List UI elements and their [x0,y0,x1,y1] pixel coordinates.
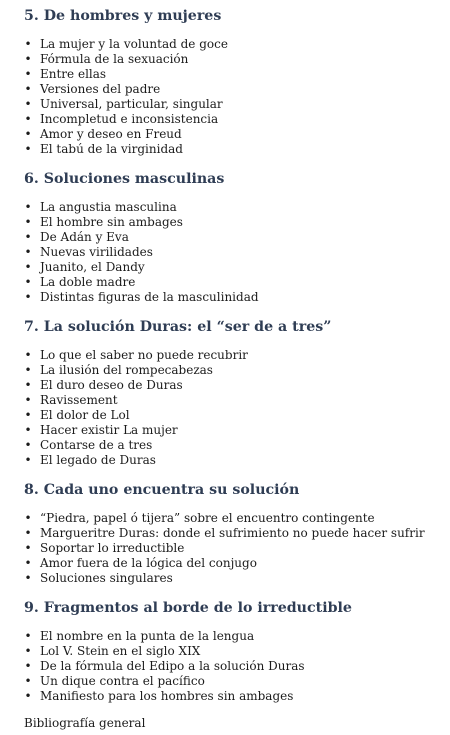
bullet-icon: • [24,511,32,525]
list-item-label: Fórmula de la sexuación [40,52,189,66]
list-item[interactable] [24,408,442,423]
section-title[interactable]: 8. Cada uno encuentra su solución [24,482,300,498]
section-item-list [24,37,442,157]
list-item[interactable] [24,511,442,526]
list-item[interactable] [24,275,442,290]
bullet-icon: • [24,97,32,111]
bullet-icon: • [24,393,32,407]
bullet-icon: • [24,674,32,688]
bullet-icon: • [24,245,32,259]
list-item-label: Incompletud e inconsistencia [40,112,219,126]
list-item[interactable] [24,230,442,245]
bibliography-entry[interactable]: Bibliografía general [24,716,146,730]
bullet-icon: • [24,348,32,362]
list-item[interactable] [24,67,442,82]
list-item-label: Un dique contra el pacífico [40,674,205,688]
list-item-label: De Adán y Eva [40,230,129,244]
list-item[interactable] [24,556,442,571]
list-item[interactable] [24,82,442,97]
bullet-icon: • [24,438,32,452]
bullet-icon: • [24,526,32,540]
list-item-label: La ilusión del rompecabezas [40,363,213,377]
list-item[interactable] [24,689,442,704]
list-item-label: “Piedra, papel ó tijera” sobre el encuentro contingente [40,511,375,525]
bullet-icon: • [24,571,32,585]
toc-section [24,171,442,305]
toc-section [24,319,442,468]
list-item-label: El hombre sin ambages [40,215,183,229]
bullet-icon: • [24,659,32,673]
list-item-label: Margueritre Duras: donde el sufrimiento no puede hacer sufrir [40,526,425,540]
list-item-label: La angustia masculina [40,200,177,214]
list-item[interactable] [24,571,442,586]
bullet-icon: • [24,67,32,81]
bullet-icon: • [24,200,32,214]
list-item[interactable] [24,378,442,393]
toc-section [24,482,442,586]
list-item-label: Nuevas virilidades [40,245,153,259]
section-title[interactable]: 6. Soluciones masculinas [24,171,225,187]
bullet-icon: • [24,275,32,289]
list-item-label: Hacer existir La mujer [40,423,178,437]
list-item-label: Soportar lo irreductible [40,541,185,555]
bullet-icon: • [24,127,32,141]
section-title[interactable]: 9. Fragmentos al borde de lo irreductible [24,600,352,616]
list-item[interactable] [24,363,442,378]
bullet-icon: • [24,215,32,229]
bullet-icon: • [24,629,32,643]
list-item-label: El dolor de Lol [40,408,130,422]
list-item-label: El duro deseo de Duras [40,378,183,392]
list-item[interactable] [24,659,442,674]
bullet-icon: • [24,37,32,51]
section-item-list [24,348,442,468]
bullet-icon: • [24,142,32,156]
section-item-list [24,511,442,586]
list-item-label: La mujer y la voluntad de goce [40,37,228,51]
list-item[interactable] [24,541,442,556]
list-item[interactable] [24,215,442,230]
list-item-label: Manifiesto para los hombres sin ambages [40,689,294,703]
list-item-label: Entre ellas [40,67,107,81]
list-item-label: Contarse de a tres [40,438,153,452]
list-item-label: La doble madre [40,275,136,289]
sections-container [24,8,442,704]
toc-section [24,600,442,704]
list-item-label: De la fórmula del Edipo a la solución Duras [40,659,305,673]
list-item-label: Lo que el saber no puede recubrir [40,348,248,362]
list-item[interactable] [24,526,442,541]
list-item[interactable] [24,142,442,157]
list-item-label: El tabú de la virginidad [40,142,183,156]
list-item-label: Ravissement [40,393,118,407]
list-item[interactable] [24,127,442,142]
bullet-icon: • [24,290,32,304]
list-item[interactable] [24,348,442,363]
list-item-label: Amor fuera de la lógica del conjugo [40,556,257,570]
list-item[interactable] [24,260,442,275]
bullet-icon: • [24,260,32,274]
list-item-label: Juanito, el Dandy [40,260,145,274]
bullet-icon: • [24,689,32,703]
bullet-icon: • [24,378,32,392]
bullet-icon: • [24,541,32,555]
list-item[interactable] [24,644,442,659]
list-item[interactable] [24,290,442,305]
list-item[interactable] [24,97,442,112]
list-item[interactable] [24,245,442,260]
table-of-contents [24,8,442,731]
bullet-icon: • [24,408,32,422]
section-item-list [24,629,442,704]
bullet-icon: • [24,556,32,570]
list-item[interactable] [24,200,442,215]
list-item-label: Versiones del padre [40,82,161,96]
list-item[interactable] [24,423,442,438]
list-item-label: El nombre en la punta de la lengua [40,629,255,643]
list-item-label: El legado de Duras [40,453,156,467]
bullet-icon: • [24,230,32,244]
list-item[interactable] [24,674,442,689]
bullet-icon: • [24,423,32,437]
bullet-icon: • [24,82,32,96]
list-item[interactable] [24,37,442,52]
section-title[interactable]: 5. De hombres y mujeres [24,8,222,24]
list-item[interactable] [24,453,442,468]
section-title[interactable]: 7. La solución Duras: el “ser de a tres” [24,319,332,335]
list-item[interactable] [24,629,442,644]
bullet-icon: • [24,644,32,658]
bullet-icon: • [24,453,32,467]
list-item[interactable] [24,438,442,453]
list-item-label: Lol V. Stein en el siglo XIX [40,644,201,658]
list-item-label: Soluciones singulares [40,571,173,585]
list-item-label: Distintas figuras de la masculinidad [40,290,259,304]
bullet-icon: • [24,52,32,66]
bullet-icon: • [24,363,32,377]
list-item[interactable] [24,52,442,67]
list-item-label: Amor y deseo en Freud [40,127,182,141]
list-item[interactable] [24,112,442,127]
toc-section [24,8,442,157]
list-item[interactable] [24,393,442,408]
list-item-label: Universal, particular, singular [40,97,223,111]
bullet-icon: • [24,112,32,126]
section-item-list [24,200,442,305]
